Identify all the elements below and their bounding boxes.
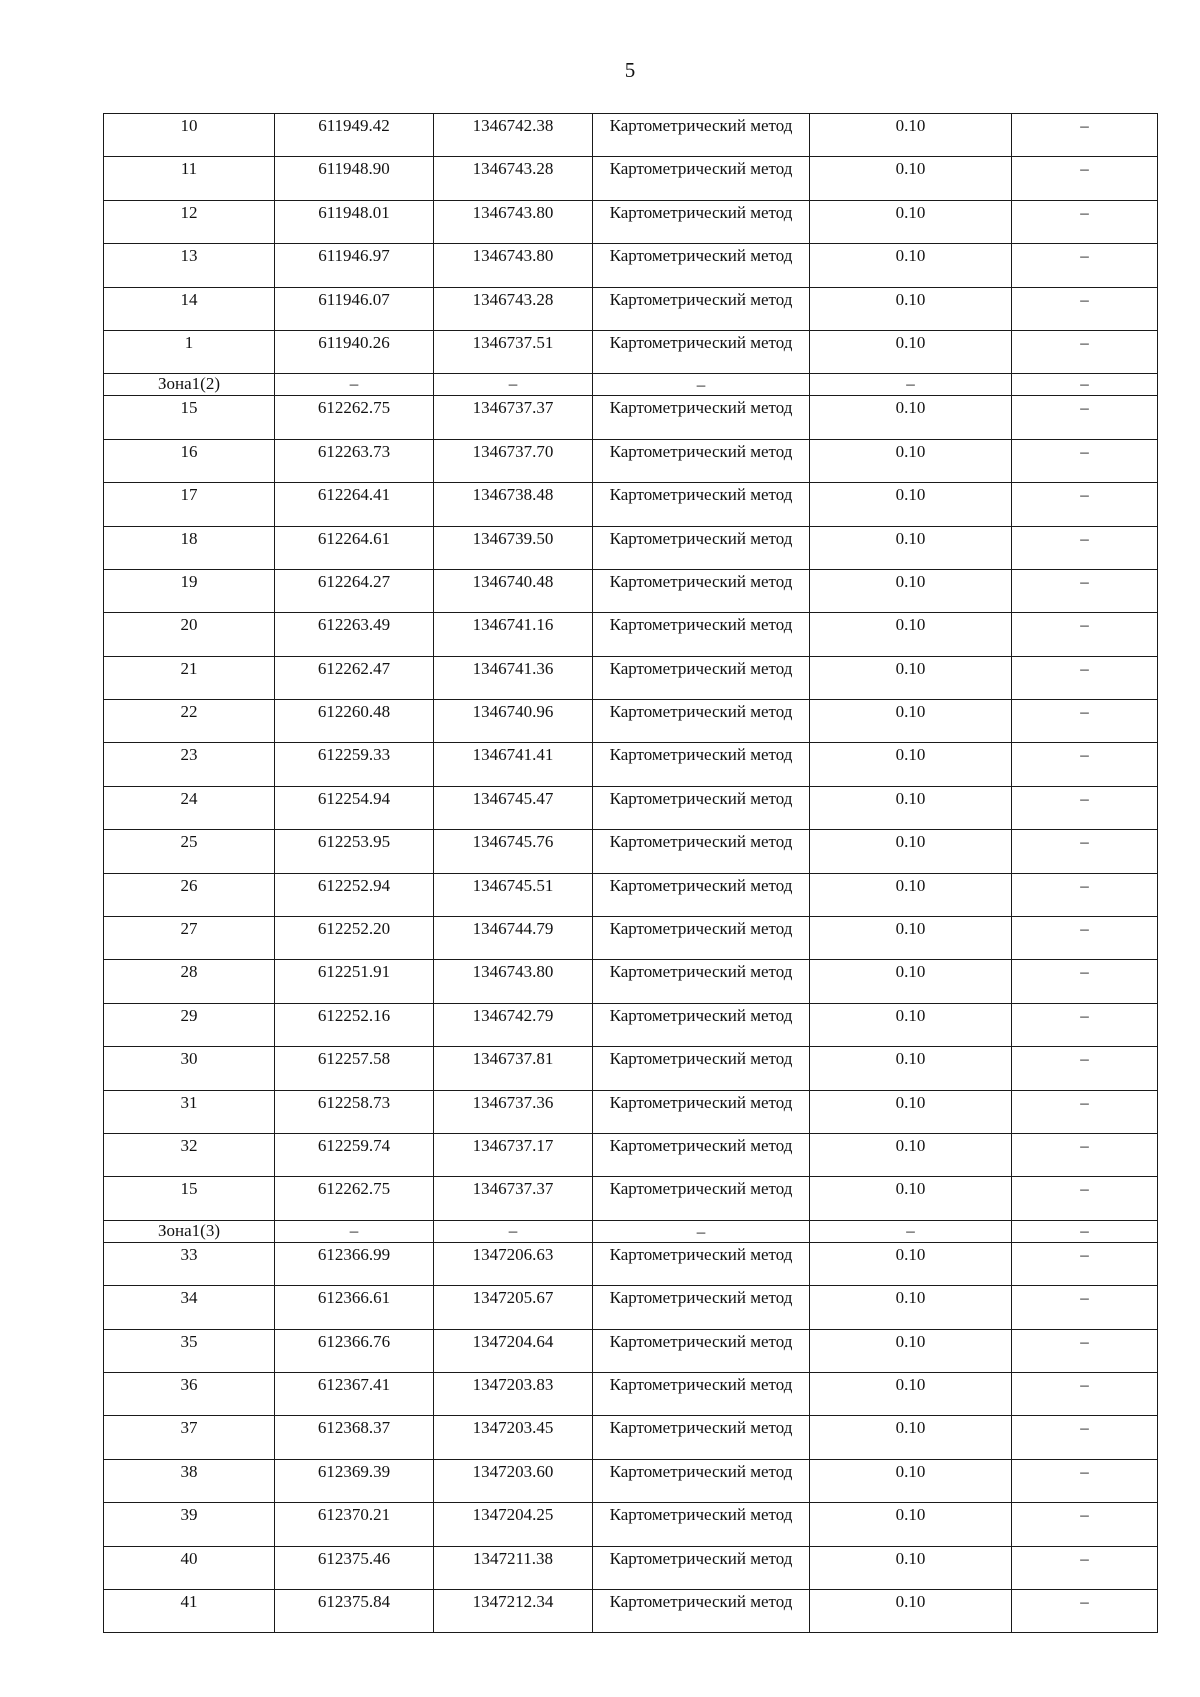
description-cell: – — [1012, 1416, 1158, 1459]
description-cell: – — [1012, 1372, 1158, 1415]
page-number: 5 — [624, 58, 636, 82]
description-cell: – — [1012, 244, 1158, 287]
x-coordinate-cell: 612370.21 — [275, 1503, 434, 1546]
x-coordinate-cell: 612263.49 — [275, 613, 434, 656]
method-cell: Картометрический метод — [593, 569, 810, 612]
x-coordinate-cell: 612263.73 — [275, 439, 434, 482]
point-number-cell: 14 — [104, 287, 275, 330]
x-coordinate-cell: 612251.91 — [275, 960, 434, 1003]
point-number-cell: 10 — [104, 114, 275, 157]
accuracy-cell: 0.10 — [810, 244, 1012, 287]
x-coordinate-cell: 612264.41 — [275, 483, 434, 526]
x-coordinate-cell: 611948.90 — [275, 157, 434, 200]
y-coordinate-cell: 1346737.51 — [434, 330, 593, 373]
description-cell: – — [1012, 613, 1158, 656]
point-number-cell: 27 — [104, 917, 275, 960]
x-coordinate-cell: 612262.47 — [275, 656, 434, 699]
method-cell: Картометрический метод — [593, 1133, 810, 1176]
accuracy-cell: 0.10 — [810, 1003, 1012, 1046]
y-coordinate-cell: 1346742.79 — [434, 1003, 593, 1046]
y-coordinate-cell: 1346743.28 — [434, 287, 593, 330]
x-coordinate-cell: 612262.75 — [275, 1177, 434, 1220]
accuracy-cell: 0.10 — [810, 1133, 1012, 1176]
description-cell: – — [1012, 1546, 1158, 1589]
table-row — [104, 526, 1158, 569]
point-number-cell: 25 — [104, 830, 275, 873]
method-cell: Картометрический метод — [593, 1503, 810, 1546]
point-number-cell: 33 — [104, 1242, 275, 1285]
x-coordinate-cell: 612375.46 — [275, 1546, 434, 1589]
y-coordinate-cell: 1346737.37 — [434, 1177, 593, 1220]
x-coordinate-cell: 612375.84 — [275, 1589, 434, 1632]
table-row — [104, 1047, 1158, 1090]
table-row — [104, 873, 1158, 916]
y-coordinate-cell: 1347204.64 — [434, 1329, 593, 1372]
x-coordinate-cell: 612368.37 — [275, 1416, 434, 1459]
y-coordinate-cell: – — [434, 1220, 593, 1242]
table-row — [104, 330, 1158, 373]
table-row — [104, 1177, 1158, 1220]
method-cell: Картометрический метод — [593, 917, 810, 960]
method-cell: Картометрический метод — [593, 1242, 810, 1285]
accuracy-cell: 0.10 — [810, 830, 1012, 873]
table-row — [104, 1372, 1158, 1415]
method-cell: Картометрический метод — [593, 1589, 810, 1632]
method-cell: Картометрический метод — [593, 1546, 810, 1589]
x-coordinate-cell: 612258.73 — [275, 1090, 434, 1133]
point-number-cell: 41 — [104, 1589, 275, 1632]
y-coordinate-cell: 1346743.80 — [434, 960, 593, 1003]
x-coordinate-cell: 611948.01 — [275, 200, 434, 243]
accuracy-cell: 0.10 — [810, 396, 1012, 439]
table-row — [104, 656, 1158, 699]
x-coordinate-cell: 611940.26 — [275, 330, 434, 373]
y-coordinate-cell: 1346743.80 — [434, 244, 593, 287]
accuracy-cell: 0.10 — [810, 287, 1012, 330]
y-coordinate-cell: 1346745.76 — [434, 830, 593, 873]
method-cell: Картометрический метод — [593, 1459, 810, 1502]
point-number-cell: 31 — [104, 1090, 275, 1133]
table-row — [104, 1416, 1158, 1459]
method-cell: Картометрический метод — [593, 1003, 810, 1046]
method-cell: Картометрический метод — [593, 1372, 810, 1415]
accuracy-cell: 0.10 — [810, 1286, 1012, 1329]
point-number-cell: 22 — [104, 700, 275, 743]
accuracy-cell: 0.10 — [810, 1090, 1012, 1133]
method-cell: Картометрический метод — [593, 873, 810, 916]
x-coordinate-cell: – — [275, 1220, 434, 1242]
y-coordinate-cell: 1346745.51 — [434, 873, 593, 916]
y-coordinate-cell: 1346737.37 — [434, 396, 593, 439]
description-cell: – — [1012, 526, 1158, 569]
y-coordinate-cell: 1347203.45 — [434, 1416, 593, 1459]
accuracy-cell: 0.10 — [810, 1503, 1012, 1546]
description-cell: – — [1012, 1220, 1158, 1242]
accuracy-cell: 0.10 — [810, 157, 1012, 200]
accuracy-cell: 0.10 — [810, 569, 1012, 612]
method-cell: Картометрический метод — [593, 786, 810, 829]
table-row — [104, 114, 1158, 157]
method-cell: Картометрический метод — [593, 656, 810, 699]
description-cell: – — [1012, 114, 1158, 157]
accuracy-cell: 0.10 — [810, 439, 1012, 482]
description-cell: – — [1012, 569, 1158, 612]
x-coordinate-cell: – — [275, 374, 434, 396]
x-coordinate-cell: 612253.95 — [275, 830, 434, 873]
method-cell: Картометрический метод — [593, 960, 810, 1003]
description-cell: – — [1012, 1003, 1158, 1046]
y-coordinate-cell: 1346737.70 — [434, 439, 593, 482]
accuracy-cell: 0.10 — [810, 1177, 1012, 1220]
description-cell: – — [1012, 396, 1158, 439]
x-coordinate-cell: 612252.16 — [275, 1003, 434, 1046]
table-row — [104, 1286, 1158, 1329]
method-cell: – — [593, 374, 810, 396]
accuracy-cell: 0.10 — [810, 1546, 1012, 1589]
x-coordinate-cell: 612369.39 — [275, 1459, 434, 1502]
y-coordinate-cell: 1346745.47 — [434, 786, 593, 829]
table-row — [104, 396, 1158, 439]
method-cell: Картометрический метод — [593, 287, 810, 330]
table-row — [104, 1003, 1158, 1046]
x-coordinate-cell: 611946.97 — [275, 244, 434, 287]
y-coordinate-cell: 1346742.38 — [434, 114, 593, 157]
zone-header-row — [104, 374, 1158, 396]
point-number-cell: 15 — [104, 396, 275, 439]
description-cell: – — [1012, 1242, 1158, 1285]
table-row — [104, 200, 1158, 243]
x-coordinate-cell: 612259.74 — [275, 1133, 434, 1176]
x-coordinate-cell: 612252.20 — [275, 917, 434, 960]
point-number-cell: 23 — [104, 743, 275, 786]
method-cell: Картометрический метод — [593, 244, 810, 287]
x-coordinate-cell: 611949.42 — [275, 114, 434, 157]
point-number-cell: 34 — [104, 1286, 275, 1329]
description-cell: – — [1012, 700, 1158, 743]
point-number-cell: 1 — [104, 330, 275, 373]
y-coordinate-cell: 1347206.63 — [434, 1242, 593, 1285]
x-coordinate-cell: 612260.48 — [275, 700, 434, 743]
table-row — [104, 1546, 1158, 1589]
y-coordinate-cell: 1346737.81 — [434, 1047, 593, 1090]
y-coordinate-cell: 1346741.36 — [434, 656, 593, 699]
x-coordinate-cell: 612366.99 — [275, 1242, 434, 1285]
method-cell: Картометрический метод — [593, 1329, 810, 1372]
point-number-cell: 29 — [104, 1003, 275, 1046]
description-cell: – — [1012, 786, 1158, 829]
accuracy-cell: 0.10 — [810, 960, 1012, 1003]
y-coordinate-cell: – — [434, 374, 593, 396]
table-row — [104, 244, 1158, 287]
method-cell: Картометрический метод — [593, 613, 810, 656]
description-cell: – — [1012, 743, 1158, 786]
y-coordinate-cell: 1346738.48 — [434, 483, 593, 526]
accuracy-cell: 0.10 — [810, 1242, 1012, 1285]
x-coordinate-cell: 612252.94 — [275, 873, 434, 916]
description-cell: – — [1012, 656, 1158, 699]
point-number-cell: 13 — [104, 244, 275, 287]
accuracy-cell: 0.10 — [810, 330, 1012, 373]
method-cell: Картометрический метод — [593, 396, 810, 439]
description-cell: – — [1012, 1177, 1158, 1220]
method-cell: Картометрический метод — [593, 439, 810, 482]
y-coordinate-cell: 1346737.36 — [434, 1090, 593, 1133]
point-number-cell: 17 — [104, 483, 275, 526]
method-cell: Картометрический метод — [593, 830, 810, 873]
y-coordinate-cell: 1347212.34 — [434, 1589, 593, 1632]
description-cell: – — [1012, 873, 1158, 916]
point-number-cell: 18 — [104, 526, 275, 569]
method-cell: – — [593, 1220, 810, 1242]
point-number-cell: 37 — [104, 1416, 275, 1459]
point-number-cell: 39 — [104, 1503, 275, 1546]
method-cell: Картометрический метод — [593, 114, 810, 157]
table-row — [104, 1589, 1158, 1632]
accuracy-cell: 0.10 — [810, 1589, 1012, 1632]
point-number-cell: 19 — [104, 569, 275, 612]
table-row — [104, 700, 1158, 743]
accuracy-cell: 0.10 — [810, 1416, 1012, 1459]
description-cell: – — [1012, 483, 1158, 526]
description-cell: – — [1012, 917, 1158, 960]
y-coordinate-cell: 1346744.79 — [434, 917, 593, 960]
method-cell: Картометрический метод — [593, 200, 810, 243]
description-cell: – — [1012, 1329, 1158, 1372]
accuracy-cell: 0.10 — [810, 786, 1012, 829]
description-cell: – — [1012, 1503, 1158, 1546]
accuracy-cell: 0.10 — [810, 526, 1012, 569]
point-number-cell: 12 — [104, 200, 275, 243]
accuracy-cell: 0.10 — [810, 114, 1012, 157]
accuracy-cell: – — [810, 374, 1012, 396]
point-number-cell: 24 — [104, 786, 275, 829]
table-row — [104, 439, 1158, 482]
y-coordinate-cell: 1346739.50 — [434, 526, 593, 569]
x-coordinate-cell: 612366.61 — [275, 1286, 434, 1329]
description-cell: – — [1012, 374, 1158, 396]
method-cell: Картометрический метод — [593, 743, 810, 786]
table-row — [104, 960, 1158, 1003]
point-number-cell: 26 — [104, 873, 275, 916]
y-coordinate-cell: 1346743.80 — [434, 200, 593, 243]
y-coordinate-cell: 1346740.96 — [434, 700, 593, 743]
accuracy-cell: 0.10 — [810, 483, 1012, 526]
description-cell: – — [1012, 200, 1158, 243]
point-number-cell: 11 — [104, 157, 275, 200]
y-coordinate-cell: 1347203.83 — [434, 1372, 593, 1415]
point-number-cell: 38 — [104, 1459, 275, 1502]
y-coordinate-cell: 1347205.67 — [434, 1286, 593, 1329]
point-number-cell: 32 — [104, 1133, 275, 1176]
x-coordinate-cell: 611946.07 — [275, 287, 434, 330]
method-cell: Картометрический метод — [593, 1090, 810, 1133]
y-coordinate-cell: 1346741.41 — [434, 743, 593, 786]
description-cell: – — [1012, 157, 1158, 200]
y-coordinate-cell: 1346737.17 — [434, 1133, 593, 1176]
method-cell: Картометрический метод — [593, 1177, 810, 1220]
description-cell: – — [1012, 1047, 1158, 1090]
method-cell: Картометрический метод — [593, 330, 810, 373]
description-cell: – — [1012, 1589, 1158, 1632]
table-row — [104, 1329, 1158, 1372]
table-row — [104, 743, 1158, 786]
accuracy-cell: 0.10 — [810, 656, 1012, 699]
x-coordinate-cell: 612259.33 — [275, 743, 434, 786]
method-cell: Картометрический метод — [593, 1286, 810, 1329]
description-cell: – — [1012, 1286, 1158, 1329]
table-row — [104, 287, 1158, 330]
y-coordinate-cell: 1347203.60 — [434, 1459, 593, 1502]
point-number-cell: 16 — [104, 439, 275, 482]
y-coordinate-cell: 1346740.48 — [434, 569, 593, 612]
y-coordinate-cell: 1347204.25 — [434, 1503, 593, 1546]
description-cell: – — [1012, 1090, 1158, 1133]
accuracy-cell: 0.10 — [810, 200, 1012, 243]
description-cell: – — [1012, 1459, 1158, 1502]
method-cell: Картометрический метод — [593, 700, 810, 743]
point-number-cell: 21 — [104, 656, 275, 699]
x-coordinate-cell: 612264.61 — [275, 526, 434, 569]
description-cell: – — [1012, 1133, 1158, 1176]
description-cell: – — [1012, 287, 1158, 330]
point-number-cell: 40 — [104, 1546, 275, 1589]
point-number-cell: 30 — [104, 1047, 275, 1090]
table-row — [104, 483, 1158, 526]
table-row — [104, 1090, 1158, 1133]
point-number-cell: 15 — [104, 1177, 275, 1220]
point-number-cell: 35 — [104, 1329, 275, 1372]
accuracy-cell: 0.10 — [810, 1372, 1012, 1415]
y-coordinate-cell: 1346741.16 — [434, 613, 593, 656]
x-coordinate-cell: 612264.27 — [275, 569, 434, 612]
x-coordinate-cell: 612257.58 — [275, 1047, 434, 1090]
method-cell: Картометрический метод — [593, 157, 810, 200]
x-coordinate-cell: 612366.76 — [275, 1329, 434, 1372]
description-cell: – — [1012, 330, 1158, 373]
accuracy-cell: 0.10 — [810, 917, 1012, 960]
accuracy-cell: 0.10 — [810, 613, 1012, 656]
table-row — [104, 569, 1158, 612]
method-cell: Картометрический метод — [593, 483, 810, 526]
accuracy-cell: – — [810, 1220, 1012, 1242]
x-coordinate-cell: 612367.41 — [275, 1372, 434, 1415]
zone-label-cell: Зона1(2) — [104, 374, 275, 396]
table-row — [104, 1133, 1158, 1176]
y-coordinate-cell: 1346743.28 — [434, 157, 593, 200]
table-row — [104, 917, 1158, 960]
method-cell: Картометрический метод — [593, 1416, 810, 1459]
table-row — [104, 613, 1158, 656]
table-row — [104, 1459, 1158, 1502]
x-coordinate-cell: 612254.94 — [275, 786, 434, 829]
zone-header-row — [104, 1220, 1158, 1242]
description-cell: – — [1012, 830, 1158, 873]
accuracy-cell: 0.10 — [810, 700, 1012, 743]
y-coordinate-cell: 1347211.38 — [434, 1546, 593, 1589]
accuracy-cell: 0.10 — [810, 1459, 1012, 1502]
table-row — [104, 157, 1158, 200]
table-row — [104, 830, 1158, 873]
table-row — [104, 1242, 1158, 1285]
description-cell: – — [1012, 439, 1158, 482]
point-number-cell: 20 — [104, 613, 275, 656]
accuracy-cell: 0.10 — [810, 743, 1012, 786]
point-number-cell: 28 — [104, 960, 275, 1003]
table-row — [104, 1503, 1158, 1546]
coordinates-table-body — [104, 114, 1158, 1633]
table-row — [104, 786, 1158, 829]
point-number-cell: 36 — [104, 1372, 275, 1415]
accuracy-cell: 0.10 — [810, 1329, 1012, 1372]
zone-label-cell: Зона1(3) — [104, 1220, 275, 1242]
method-cell: Картометрический метод — [593, 1047, 810, 1090]
accuracy-cell: 0.10 — [810, 873, 1012, 916]
method-cell: Картометрический метод — [593, 526, 810, 569]
x-coordinate-cell: 612262.75 — [275, 396, 434, 439]
coordinates-table — [103, 113, 1158, 1633]
description-cell: – — [1012, 960, 1158, 1003]
accuracy-cell: 0.10 — [810, 1047, 1012, 1090]
